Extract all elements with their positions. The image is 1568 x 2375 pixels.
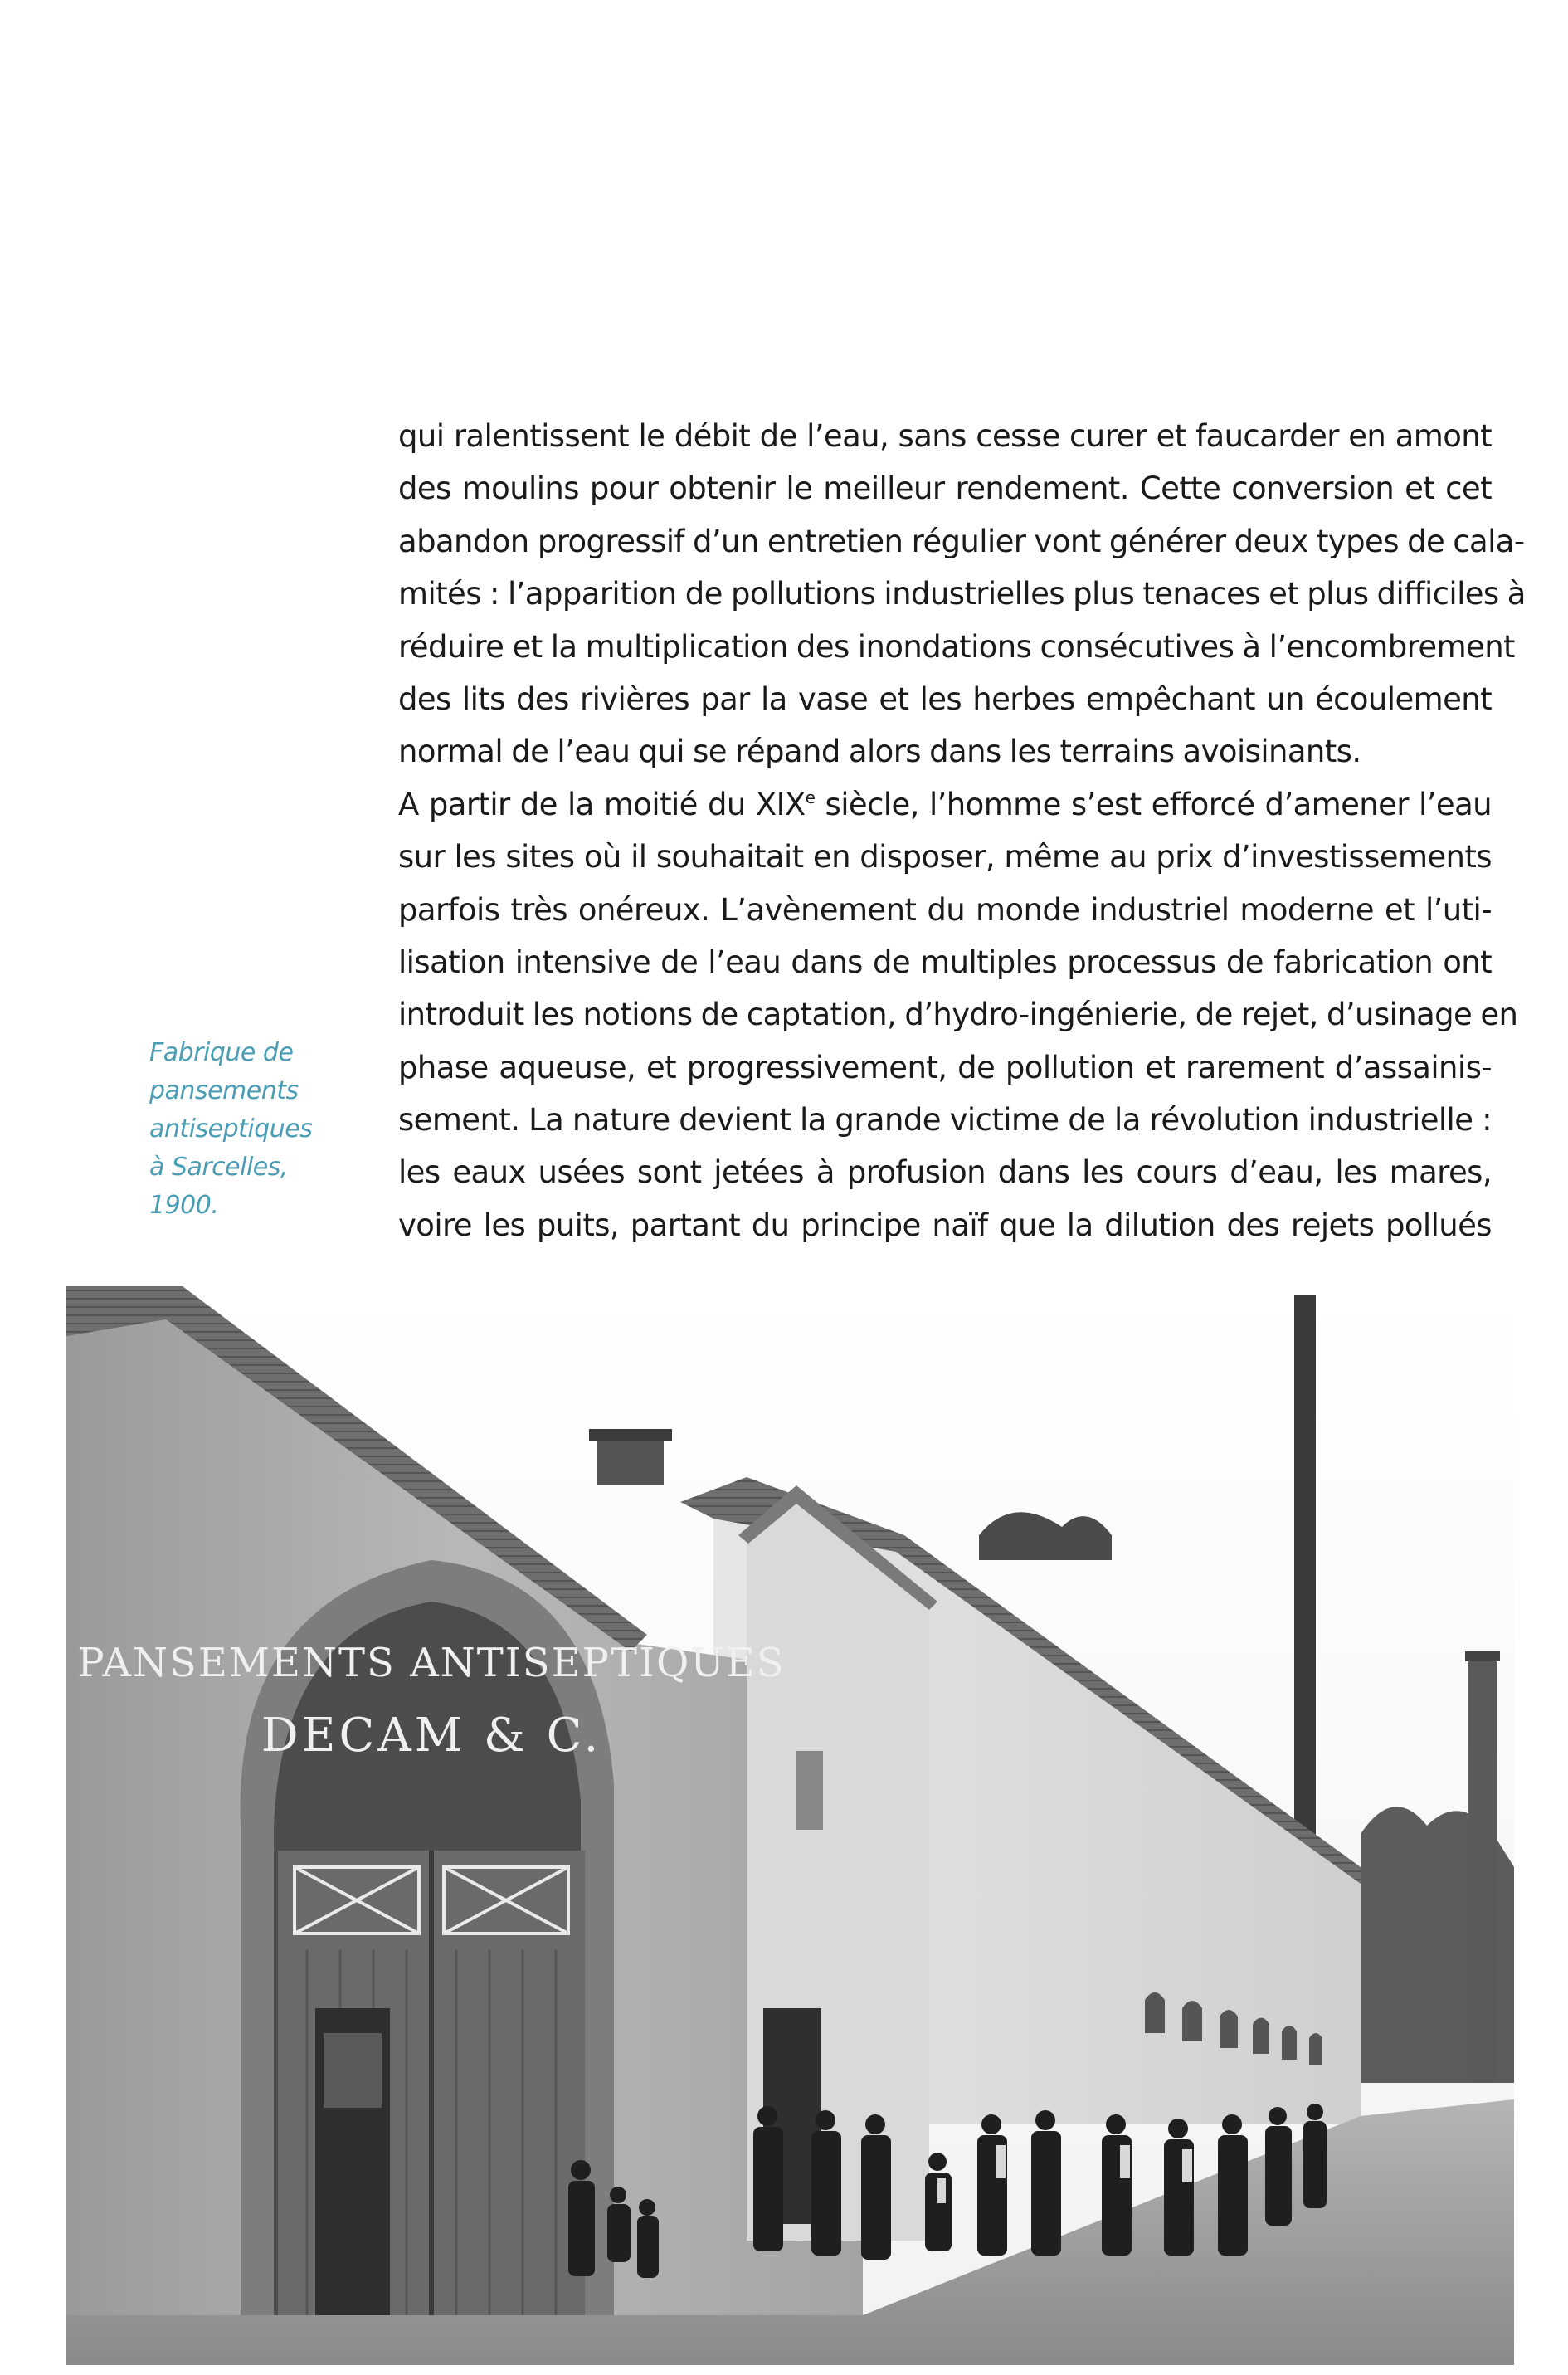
text-line: sur les sites où il souhaitait en disposer, même au prix d’investissements xyxy=(398,839,1492,875)
text-line: voire les puits, partant du principe naïf que la dilution des rejets pollués xyxy=(398,1207,1492,1243)
text-line: introduit les notions de captation, d’hydro-ingénierie, de rejet, d’usinage en xyxy=(398,997,1518,1033)
text-fragment: A partir de la moitié du XIX xyxy=(398,786,806,822)
text-line: parfois très onéreux. L’avènement du monde industriel moderne et l’uti- xyxy=(398,891,1492,928)
photo-caption xyxy=(149,1034,324,1225)
text-line: les eaux usées sont jetées à profusion dans les cours d’eau, les mares, xyxy=(398,1154,1492,1191)
text-fragment: siècle, l’homme s’est efforcé d’amener l’eau xyxy=(815,786,1492,822)
factory-photo-illustration xyxy=(66,1286,1514,2365)
caption-line: 1900. xyxy=(149,1191,219,1220)
text-line: lisation intensive de l’eau dans de multiples processus de fabrication ont xyxy=(398,944,1492,980)
sign-name-text: DECAM & C. xyxy=(261,1709,602,1763)
caption-line: Fabrique de xyxy=(149,1038,294,1067)
caption-line: à Sarcelles, xyxy=(149,1153,288,1182)
text-line: réduire et la multiplication des inondations consécutives à l’encombrement xyxy=(398,628,1515,665)
text-line: mités : l’apparition de pollutions industrielles plus tenaces et plus difficiles à xyxy=(398,576,1526,612)
caption-line: antiseptiques xyxy=(149,1114,313,1144)
sign-arch-text: PANSEMENTS ANTISEPTIQUES xyxy=(77,1640,786,1686)
superscript: e xyxy=(805,787,816,807)
text-line: sement. La nature devient la grande victime de la révolution industrielle : xyxy=(398,1102,1492,1139)
caption-line: pansements xyxy=(149,1076,299,1105)
body-text xyxy=(398,410,1526,1251)
text-line: des moulins pour obtenir le meilleur rendement. Cette conversion et cet xyxy=(398,471,1492,507)
text-line-with-superscript xyxy=(398,778,1492,831)
text-line: qui ralentissent le débit de l’eau, sans cesse curer et faucarder en amont xyxy=(398,418,1492,454)
text-line: abandon progressif d’un entretien régulier vont générer deux types de cala- xyxy=(398,523,1525,559)
text-line: normal de l’eau qui se répand alors dans les terrains avoisinants. xyxy=(398,734,1361,770)
text-line: phase aqueuse, et progressivement, de pollution et rarement d’assainis- xyxy=(398,1049,1492,1085)
factory-photo xyxy=(66,1286,1514,2365)
text-line: des lits des rivières par la vase et les herbes empêchant un écoulement xyxy=(398,680,1492,717)
